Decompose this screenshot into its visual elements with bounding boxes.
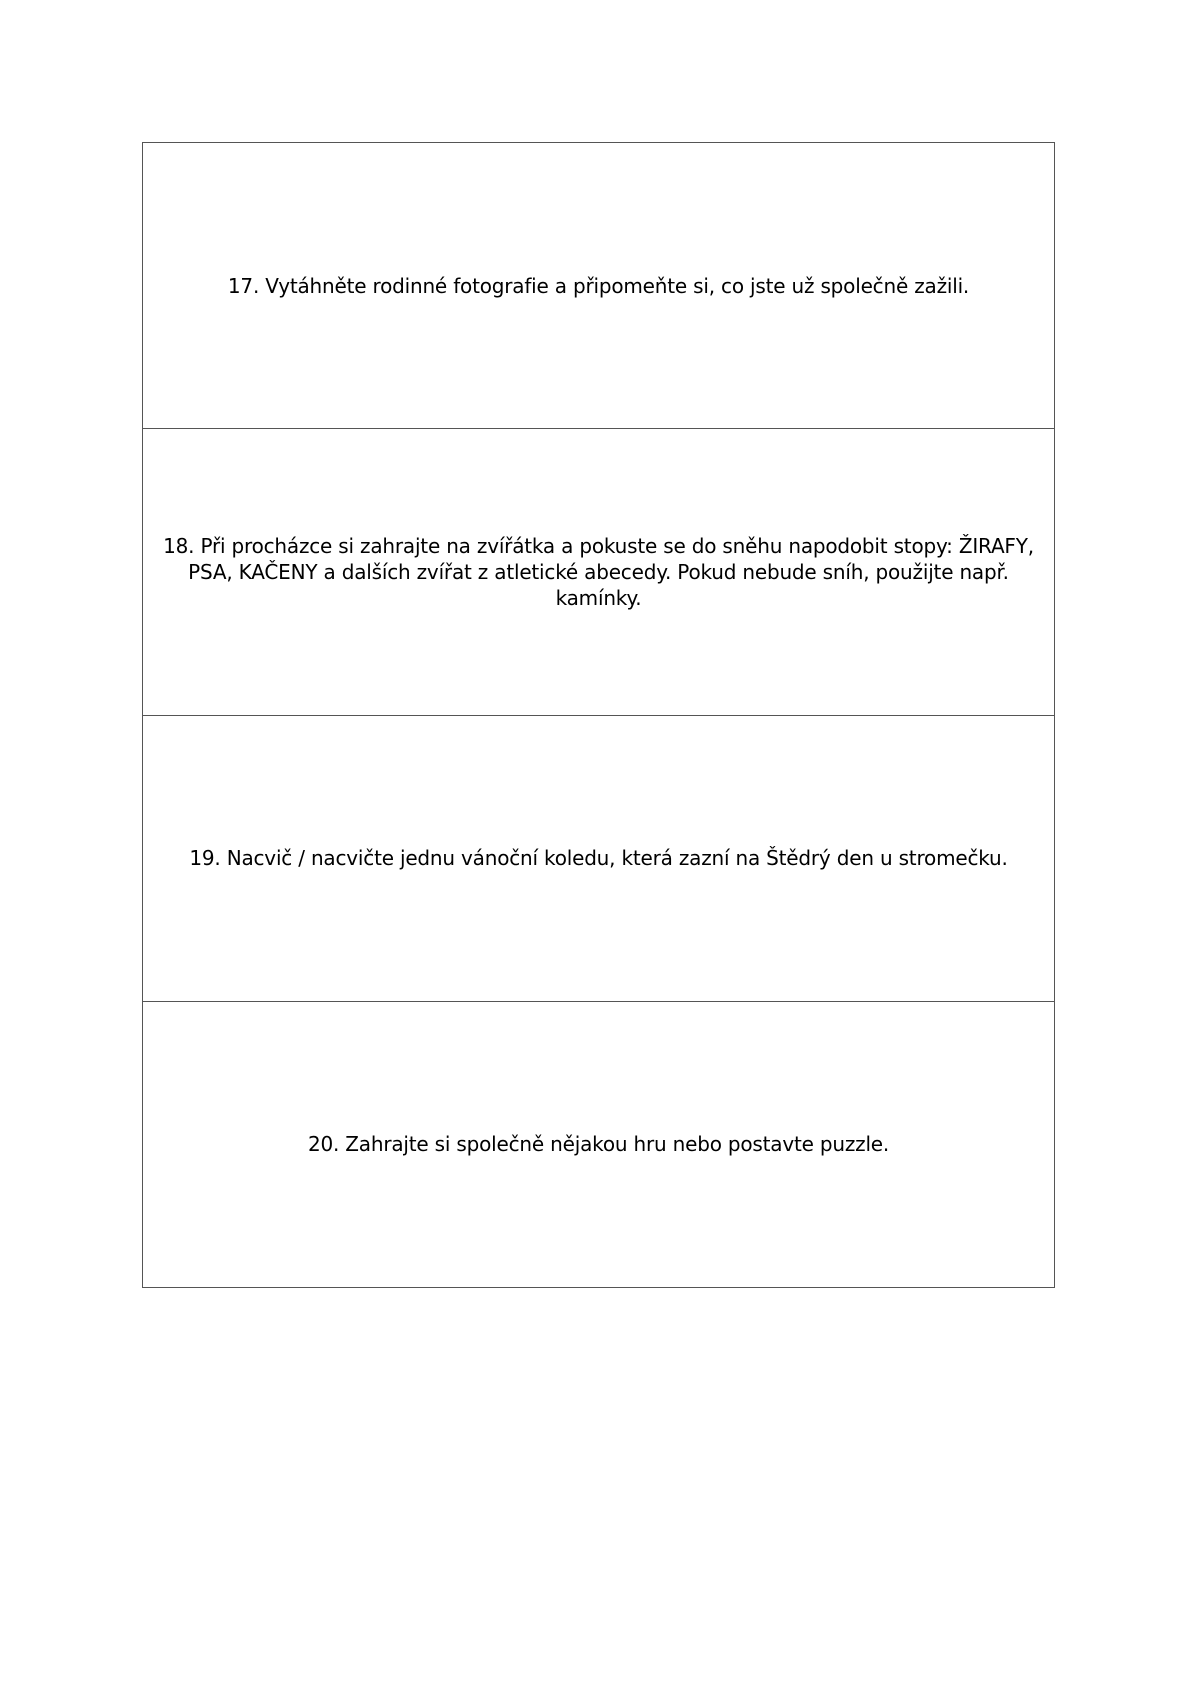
activity-card-text: 20. Zahrajte si společně nějakou hru nebo postavte puzzle. — [307, 1132, 890, 1157]
activity-card-text: 19. Nacvič / nacvičte jednu vánoční koledu, která zazní na Štědrý den u stromečku. — [189, 846, 1008, 871]
activity-card-text: 18. Při procházce si zahrajte na zvířátka a pokuste se do sněhu napodobit stopy: ŽIRAFY, PSA, KAČENY a dalších zvířat z atletické abecedy. Pokud nebude sníh, použijte např. kamínky. — [163, 533, 1034, 610]
activity-card-text: 17. Vytáhněte rodinné fotografie a připomeňte si, co jste už společně zažili. — [227, 273, 970, 298]
activity-card-18 — [143, 428, 1054, 714]
activity-card-20 — [143, 1001, 1054, 1287]
activity-card-grid — [142, 142, 1055, 1288]
activity-card-17 — [143, 143, 1054, 428]
activity-card-19 — [143, 715, 1054, 1001]
